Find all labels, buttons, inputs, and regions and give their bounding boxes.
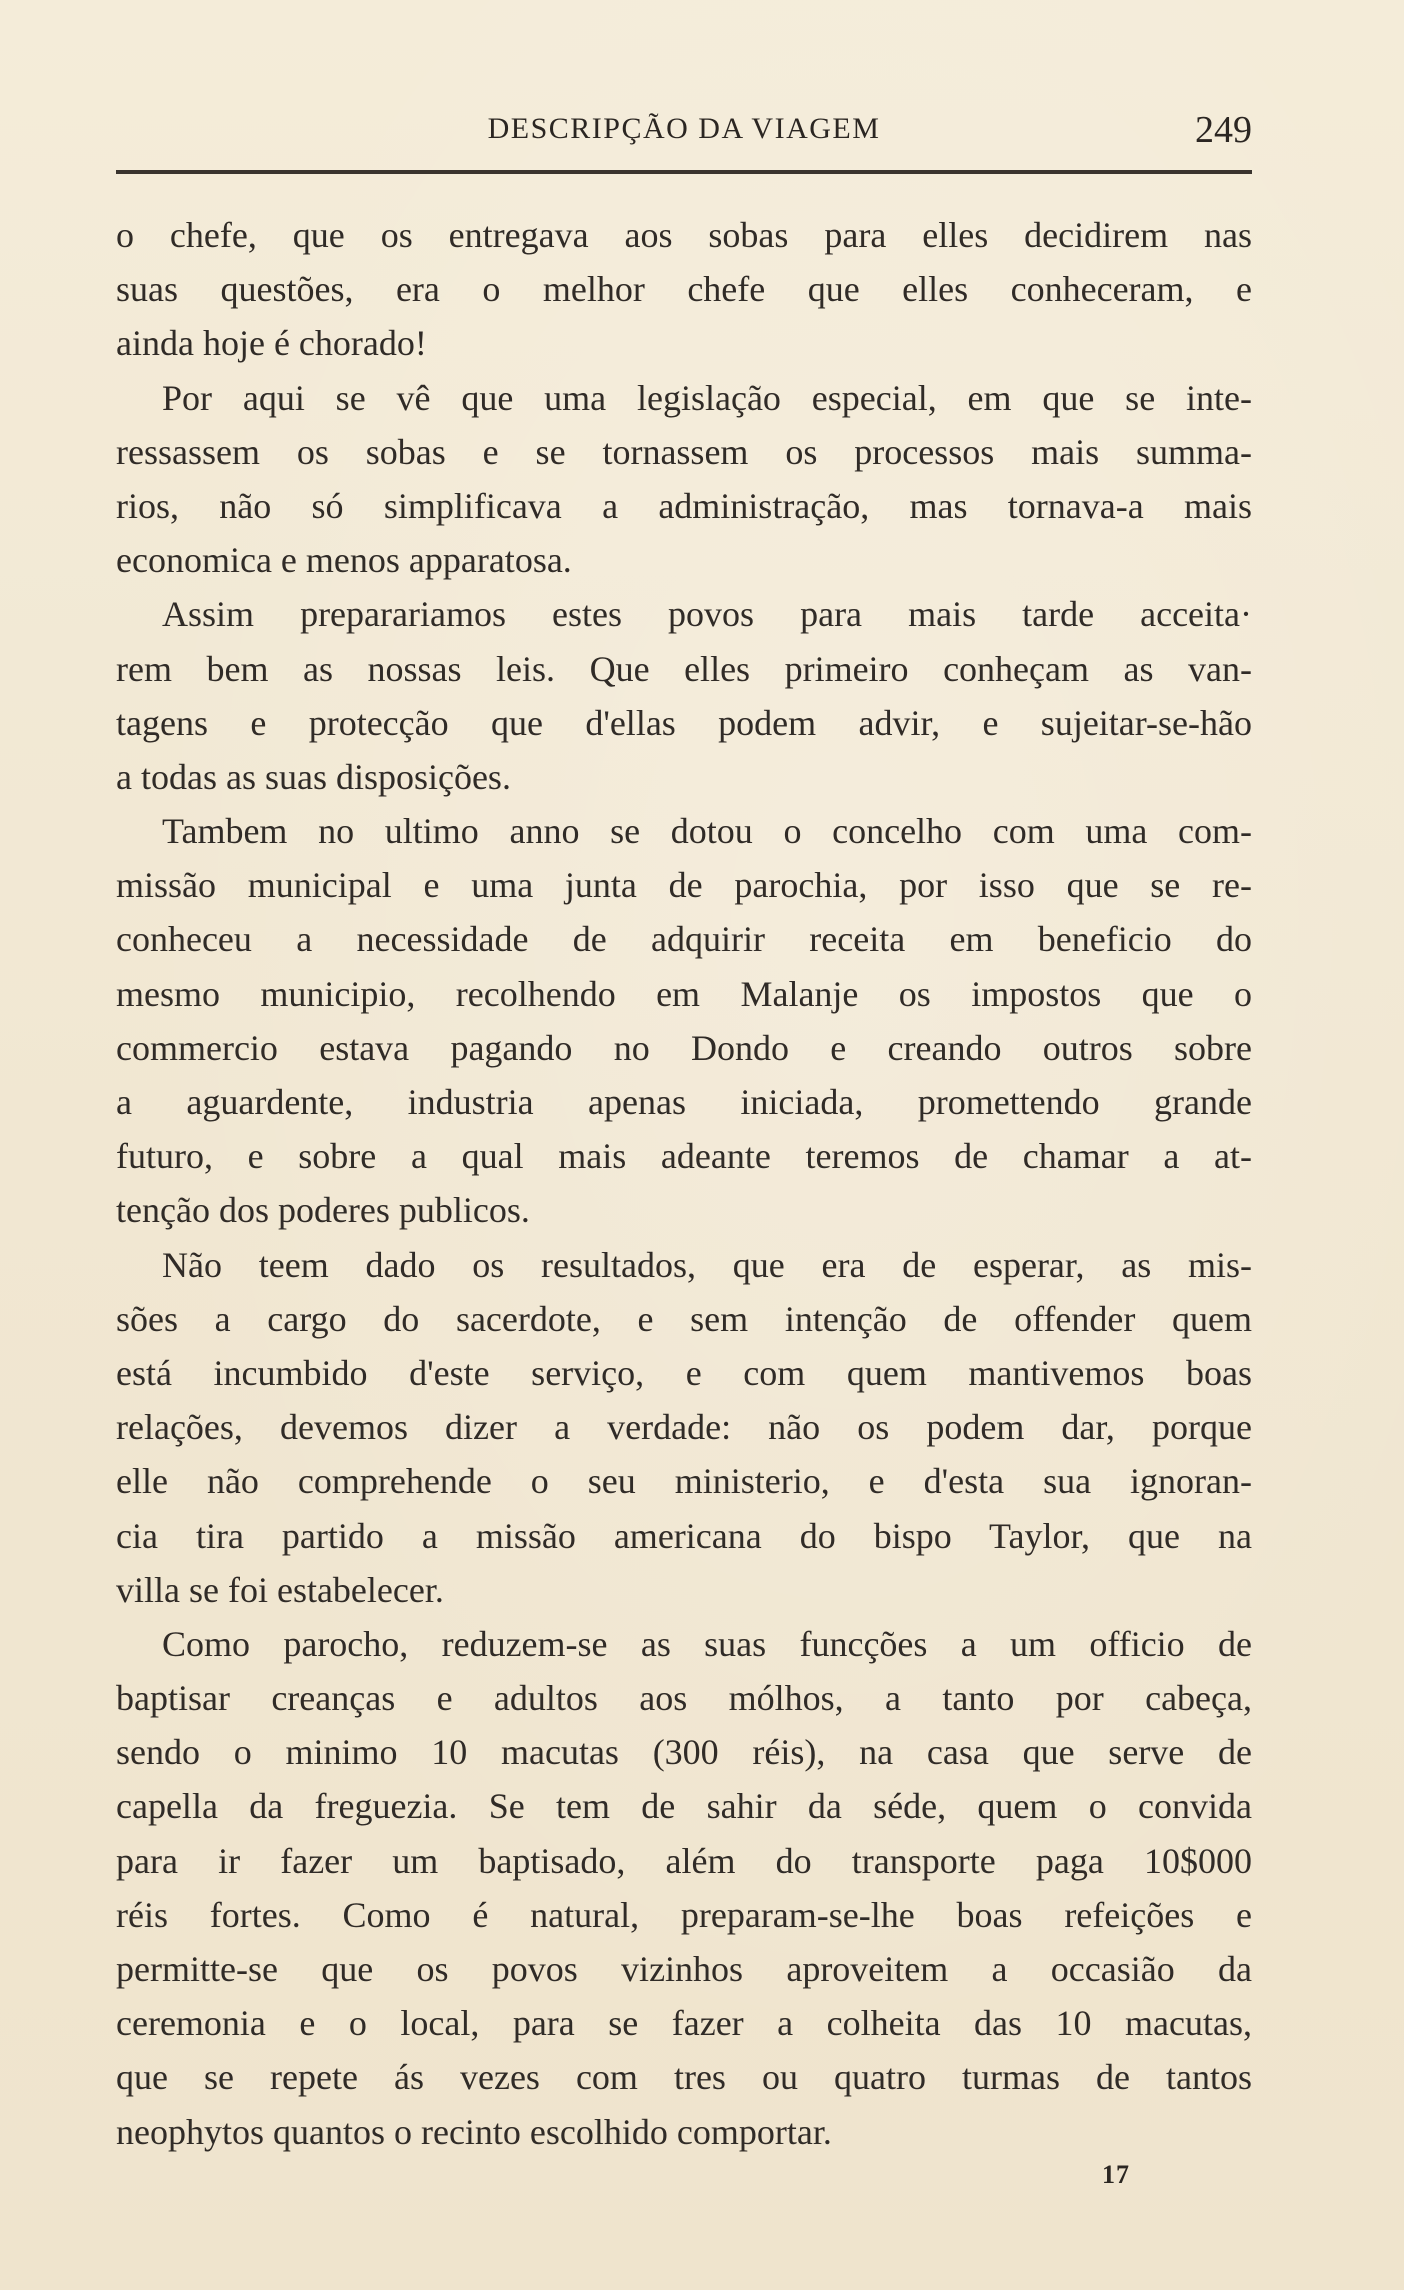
text-line: ressassem os sobas e se tornassem os processos mais summa-: [116, 431, 1252, 472]
text-line: permitte-se que os povos vizinhos aproveitem a occasião da: [116, 1949, 1252, 1989]
text-line: mesmo municipio, recolhendo em Malanje os impostos que o: [116, 973, 1252, 1014]
text-line: conheceu a necessidade de adquirir receita em beneficio do: [116, 919, 1252, 960]
text-line: Não teem dado os resultados, que era de esperar, as mis-: [162, 1244, 1252, 1285]
text-line: Tambem no ultimo anno se dotou o concelho com uma com-: [162, 811, 1252, 852]
text-line: commercio estava pagando no Dondo e creando outros sobre: [116, 1027, 1252, 1068]
text-line: relações, devemos dizer a verdade: não os podem dar, porque: [116, 1407, 1252, 1448]
page-number: 249: [1195, 109, 1252, 151]
text-line: para ir fazer um baptisado, além do transporte paga 10$000: [116, 1840, 1252, 1881]
text-line: ainda hoje é chorado!: [116, 323, 427, 364]
running-title: DESCRIPÇÃO DA VIAGEM: [487, 112, 881, 145]
text-line: elle não comprehende o seu ministerio, e d'esta sua ignoran-: [116, 1461, 1252, 1502]
text-line: sões a cargo do sacerdote, e sem intenção de offender quem: [116, 1298, 1252, 1339]
text-line: rios, não só simplificava a administração, mas tornava-a mais: [116, 485, 1252, 526]
text-line: a todas as suas disposições.: [116, 756, 511, 797]
text-line: sendo o minimo 10 macutas (300 réis), na casa que serve de: [116, 1732, 1252, 1773]
text-line: tenção dos poderes publicos.: [116, 1190, 530, 1231]
text-line: tagens e protecção que d'ellas podem advir, e sujeitar-se-hão: [116, 702, 1252, 743]
text-line: cia tira partido a missão americana do bispo Taylor, que na: [116, 1515, 1252, 1556]
text-line: Como parocho, reduzem-se as suas funcções a um officio de: [162, 1623, 1252, 1664]
text-line: Por aqui se vê que uma legislação especial, em que se inte-: [162, 377, 1252, 418]
header-rule: [116, 170, 1252, 174]
text-line: está incumbido d'este serviço, e com quem mantivemos boas: [116, 1352, 1252, 1393]
text-line: que se repete ás vezes com tres ou quatro turmas de tantos: [116, 2057, 1252, 2098]
signature-mark: 17: [1102, 2160, 1130, 2189]
text-line: neophytos quantos o recinto escolhido comportar.: [116, 2111, 832, 2152]
text-line: rem bem as nossas leis. Que elles primeiro conheçam as van-: [116, 648, 1252, 689]
text-line: baptisar creanças e adultos aos mólhos, a tanto por cabeça,: [116, 1678, 1252, 1719]
text-line: o chefe, que os entregava aos sobas para elles decidirem nas: [116, 215, 1252, 255]
text-line: réis fortes. Como é natural, preparam-se-lhe boas refeições e: [116, 1894, 1252, 1935]
text-line: Assim preparariamos estes povos para mais tarde acceita·: [162, 594, 1252, 635]
body-text: [116, 208, 1252, 2159]
text-line: a aguardente, industria apenas iniciada, promettendo grande: [116, 1082, 1252, 1122]
text-line: missão municipal e uma junta de parochia, por isso que se re-: [116, 865, 1252, 906]
page-header: [116, 100, 1252, 160]
text-line: capella da freguezia. Se tem de sahir da séde, quem o convida: [116, 1786, 1252, 1827]
text-line: ceremonia e o local, para se fazer a colheita das 10 macutas,: [116, 2003, 1252, 2044]
text-line: economica e menos apparatosa.: [116, 540, 572, 581]
text-line: villa se foi estabelecer.: [116, 1569, 444, 1610]
text-line: futuro, e sobre a qual mais adeante teremos de chamar a at-: [116, 1136, 1252, 1177]
text-line: suas questões, era o melhor chefe que elles conheceram, e: [116, 269, 1252, 310]
